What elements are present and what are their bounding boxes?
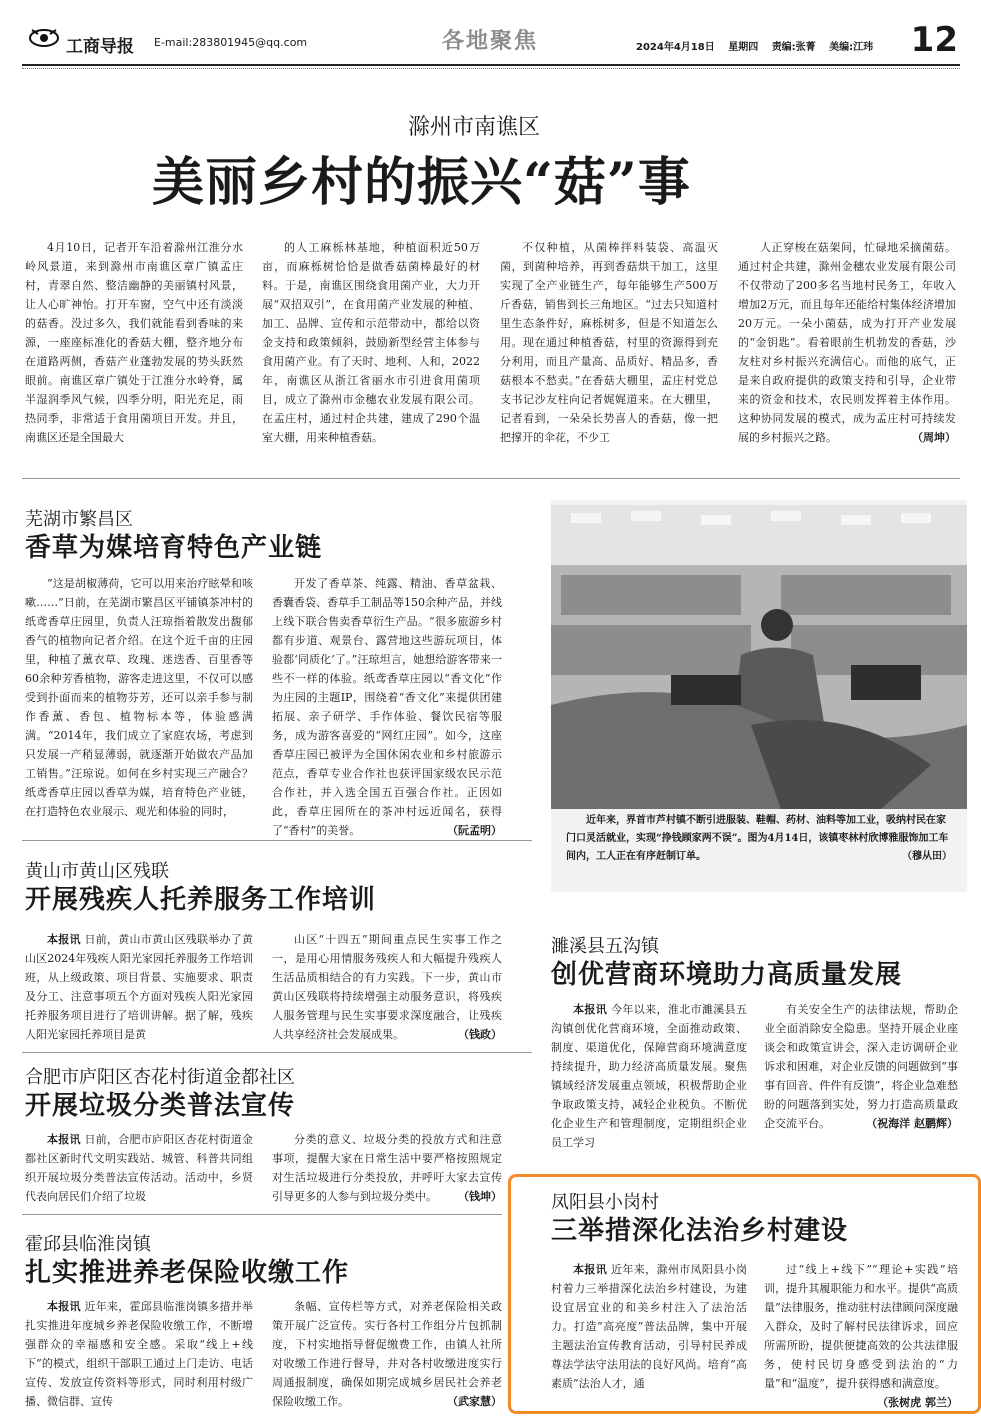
masthead [22,18,962,64]
hefei-col-2 [272,1130,502,1204]
fengyang-kicker: 凤阳县小岗村 [551,1192,659,1213]
huangshan-divider [22,1052,532,1053]
suixi-col-2 [764,1000,958,1152]
hefei-kicker: 合肥市庐阳区杏花村街道金都社区 [25,1067,295,1088]
hefei-col-1 [25,1130,253,1204]
fengyang-headline: 三举措深化法治乡村建设 [551,1216,849,1246]
lead-headline: 美丽乡村的振兴“菇”事 [152,152,691,213]
section-title: 各地聚焦 [442,28,539,54]
huoqiu-kicker: 霍邱县临淮岗镇 [25,1234,151,1255]
suixi-col-2-text: 有关安全生产的法律法规，帮助企业全面消除安全隐患。坚持开展企业座谈会和政策宣讲会，深入走访调研企业诉求和困难，对企业反馈的问题做到“事事有回音、件件有反馈”，将企业急难愁盼的问题落到实处，努力打造高质量政企交流平台。 [764,1003,958,1130]
lead-col-1: 4月10日，记者开车沿着滁州江淮分水岭风景道，来到滁州市南谯区章广镇孟庄村，青翠自然、整洁幽静的美丽镇村风景，让人心旷神怡。打开车窗，空气中还有淡淡的菇香。没过多久，我们就能看到香味的来源，一座座标准化的香菇大棚，整齐地分布在道路两侧，香菇产业蓬勃发展的势头跃然眼前。南谯区章广镇处于江淮分水岭脊，属半湿润季风气候，四季分明，阳光充足，雨热同季，非常适于食用菌项目开发。并且，南谯区还是全国最大 [25,241,243,444]
huoqiu-col-2 [272,1297,502,1407]
lead-col-4 [738,238,956,460]
huoqiu-col-2-text: 条幅、宣传栏等方式，对养老保险相关政策开展广泛宣传。实行各村工作组分片包抓制度，下村实地指导督促缴费工作，由镇人社所对收缴工作进行督导，并对各村收缴进度实行周通报制度，确保如期完成城乡居民社会养老保险收缴工作。 [272,1300,502,1408]
paper-name: 工商导报 [66,37,134,57]
huangshan-col-2 [272,930,502,1041]
fengyang-col-1-text: 近年来，滁州市凤阳县小岗村着力三举措深化法治乡村建设，为建设宜居宜业的和美乡村注入了法治活力。打造“高亮度”普法品牌，集中开展主题法治宣传教育活动，引导村民养成尊法学法守法用法的良好风尚。培育“高素质”法治人才，通 [551,1263,748,1390]
editor-credit: 责编:张菁 [771,42,816,53]
wuhu-headline: 香草为媒培育特色产业链 [25,533,323,563]
suixi-byline: （祝海洋 赵鹏辉） [866,1117,958,1130]
page-number: 12 [910,20,958,60]
hefei-lead: 本报讯 [47,1133,81,1146]
lead-kicker: 滁州市南谯区 [408,115,541,140]
huangshan-lead: 本报讯 [47,933,81,946]
huangshan-kicker: 黄山市黄山区残联 [25,861,169,882]
hefei-col-2-text: 分类的意义、垃圾分类的投放方式和注意事项，提醒大家在日常生活中要严格按照规定对生活垃圾进行分类投放，并呼吁大家去宣传引导更多的人参与到垃圾分类中。 [272,1133,502,1203]
contact-email: E-mail:283801945@qq.com [154,36,308,49]
lead-col-2: 的人工麻栎林基地，种植面积近50万亩，而麻栎树恰恰是做香菇菌棒最好的材料。于是，南谯区围绕食用菌产业，大力开展“双招双引”，在食用菌产业发展的种植、加工、品牌、宣传和示范带动中，都给以资金支持和政策倾斜，鼓励新型经营主体参与食用菌产业。有了天时、地利、人和，2022年，南谯区从浙江省丽水市引进食用菌项目，成立了滁州市金穗农业发展有限公司。在孟庄村，通过村企共建，建成了290个温室大棚，用来种植香菇。 [262,241,480,444]
huangshan-col-1 [25,930,253,1041]
masthead-rule [22,64,960,66]
huangshan-headline: 开展残疾人托养服务工作培训 [25,885,377,915]
huangshan-col-1-text: 日前，黄山市黄山区残联举办了黄山区2024年残疾人阳光家园托养服务工作培训班，从上级政策、项目背景、实施要求、职责及分工、注意事项五个方面对残疾人阳光家园托养服务项目进行了培训讲解。据了解，残疾人阳光家园托养项目是黄 [25,933,253,1041]
dateline [636,38,883,53]
huoqiu-byline: （武家慧） [447,1395,502,1408]
suixi-lead: 本报讯 [573,1003,608,1016]
wuhu-divider [22,840,532,841]
suixi-kicker: 濉溪县五沟镇 [551,936,659,957]
photo-caption [566,812,952,866]
masthead-dotted-rule [22,68,960,69]
wuhu-col-1: “这是胡椒薄荷，它可以用来治疗眩晕和咳嗽……”日前，在芜湖市繁昌区平铺镇茶冲村的纸鸢香草庄园里，负责人汪琼指着散发出馥郁香气的植物向记者介绍。在这个近千亩的庄园里，种植了薰衣草、玫瑰、迷迭香、百里香等60余种芳香植物，游客走进这里，不仅可以感受到扑面而来的植物芬芳，还可以亲手参与制作香薰、香包、植物标本等，体验感满满。“2014年，我们成立了家庭农场，考虑到只发展一产稍显薄弱，就逐渐开始做农产品加工销售。”汪琼说。如何在乡村实现三产融合？纸鸢香草庄园以香草为媒，培育特色产业链，在打造特色农业展示、观光和体验的同时， [25,577,253,818]
suixi-col-1-text: 今年以来，淮北市濉溪县五沟镇创优化营商环境，全面推动政策、制度、渠道优化，保障营商环境满意度持续提升，助力经济高质量发展。聚焦镇域经济发展重点领域，积极帮助企业争取政策支持，减轻企业税负。不断优化企业生产和管理制度，定期组织企业员工学习 [551,1003,748,1149]
huoqiu-lead: 本报讯 [47,1300,81,1313]
lead-byline: （周坤） [912,431,956,444]
huoqiu-col-1 [25,1297,253,1407]
photo-caption-text: 近年来，界首市芦村镇不断引进服装、鞋帽、药材、油料等加工业，吸纳村民在家门口灵活就业，实现“挣钱顾家两不误”。图为4月14日，该镇枣林村欣博雅服饰加工车间内，工人正在有序赶制订单。 [566,815,949,862]
lead-divider [22,478,960,479]
fengyang-col-2 [764,1260,958,1409]
hefei-headline: 开展垃圾分类普法宣传 [25,1091,296,1121]
huoqiu-headline: 扎实推进养老保险收缴工作 [25,1258,350,1288]
fengyang-byline: （张树虎 郭兰） [877,1396,958,1409]
huangshan-col-2-text: 山区“十四五”期间重点民生实事工作之一，是用心用情服务残疾人和大幅提升残疾人生活品质相结合的有力实践。下一步，黄山市黄山区残联将持续增强主动服务意识，将残疾人服务管理与民生实事要求深度融合，让残疾人共享经济社会发展成果。 [272,933,502,1041]
lead-col-4-text: 人正穿梭在菇架间，忙碌地采摘菌菇。通过村企共建，滁州金穗农业发展有限公司不仅带动了200多名当地村民务工，年收入增加2万元，而且每年还能给村集体经济增加20万元。一朵小菌菇，成为打开产业发展的“金钥匙”。看着眼前生机勃发的香菇，沙友柱对乡村振兴充满信心。而他的底气，正是来自政府提供的政策支持和引导，企业带来的资金和技术，农民则发挥着主体作用。这种协同发展的模式，成为孟庄村可持续发展的乡村振兴之路。 [738,241,956,444]
issue-weekday: 星期四 [728,42,759,53]
photo-garment-workshop [551,505,967,809]
suixi-col-1 [551,1000,747,1152]
suixi-headline: 创优营商环境助力高质量发展 [551,960,903,990]
newspaper-logo-icon [28,26,60,50]
lead-col-3: 不仅种植，从菌棒拌料装袋、高温灭菌，到菌种培养，再到香菇烘干加工，这里实现了全产业链生产，每年能够生产500万斤香菇，销售到长三角地区。“过去只知道村里生态条件好，麻栎树多，但是不知道怎么用。现在通过种植香菇，村里的资源得到充分利用，而且产量高、品质好、精品多，香菇根本不愁卖。”在香菇大棚里，孟庄村党总支书记沙友柱向记者娓娓道来。在大棚里，记者看到，一朵朵长势喜人的香菇，像一把把撑开的伞花，不少工 [500,241,718,444]
designer-credit: 美编:江玮 [829,42,874,53]
fengyang-col-2-text: 过“线上+线下”“理论+实践”培训，提升其履职能力和水平。提供“高质量”法律服务，推动驻村法律顾问深度融入群众，及时了解村民法律诉求，回应所需所盼，提供便捷高效的公共法律服务，使村民切身感受到法治的“力量”和“温度”，提升获得感和满意度。 [764,1263,958,1390]
fengyang-lead: 本报讯 [573,1263,608,1276]
hefei-col-1-text: 日前，合肥市庐阳区杏花村街道金都社区新时代文明实践站、城管、科普共同组织开展垃圾分类普法宣传活动。活动中，乡贤代表向居民们介绍了垃圾 [25,1133,253,1203]
wuhu-col-2-text: 开发了香草茶、纯露、精油、香草盆栽、香囊香袋、香草手工制品等150余种产品，并线上线下联合售卖香草衍生产品。“很多旅游乡村都有步道、观景台、露营地这些游玩项目，体验都‘同质化’了。”汪琼坦言，她想给游客带来一些不一样的体验。纸鸢香草庄园以“香文化”作为庄园的主题IP，围绕着“香文化”来提供团建拓展、亲子研学、手作体验、餐饮民宿等服务，成为游客喜爱的“网红庄园”。如今，这座香草庄园已被评为全国休闲农业和乡村旅游示范点，香草专业合作社也获评国家级农民示范合作社，并入选全国五百强合作社。正因如此，香草庄园所在的茶冲村远近闻名，获得了“香村”的美誉。 [272,577,502,837]
fengyang-col-1 [551,1260,747,1406]
wuhu-byline: （阮孟明） [447,824,502,837]
wuhu-kicker: 芜湖市繁昌区 [25,509,133,530]
issue-date: 2024年4月18日 [636,42,715,53]
huoqiu-col-1-text: 近年来，霍邱县临淮岗镇多措并举扎实推进年度城乡养老保险收缴工作，不断增强群众的幸福感和安全感。采取“线上+线下”的模式，组织干部职工通过上门走访、电话宣传、发放宣传资料等形式，同时利用村级广播、微信群、宣传 [25,1300,253,1408]
photo-credit: （穆从田） [902,851,952,862]
hefei-divider [22,1214,502,1215]
huangshan-byline: （钱政） [458,1028,502,1041]
hefei-byline: （钱坤） [458,1190,502,1203]
wuhu-col-2 [272,574,502,837]
